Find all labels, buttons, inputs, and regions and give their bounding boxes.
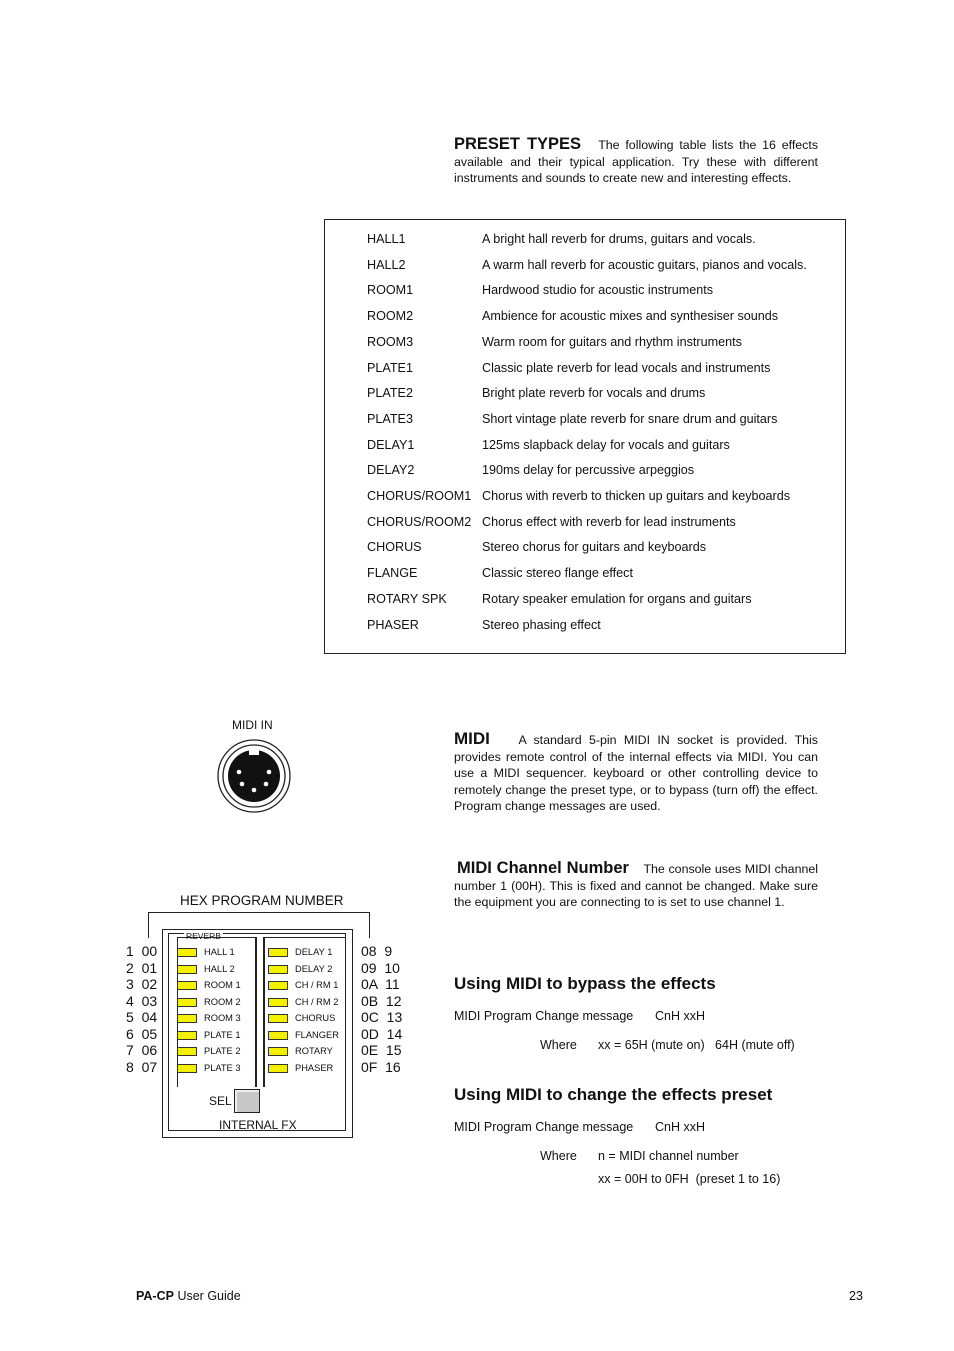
led-label: FLANGER — [295, 1029, 339, 1040]
program-number: 0D 14 — [361, 1025, 403, 1042]
preset-description: A warm hall reverb for acoustic guitars, pianos and vocals. — [482, 257, 807, 272]
preset-description: Rotary speaker emulation for organs and guitars — [482, 591, 752, 606]
led-indicator — [268, 998, 288, 1007]
preset-description: Chorus effect with reverb for lead instruments — [482, 514, 736, 529]
preset-name: PLATE3 — [367, 411, 413, 426]
midi-channel-section — [454, 860, 818, 911]
preset-description: Stereo phasing effect — [482, 617, 601, 632]
led-indicator — [177, 1014, 197, 1023]
program-number: 0F 16 — [361, 1058, 401, 1075]
led-label: ROOM 2 — [204, 996, 241, 1007]
page-footer-left — [136, 1289, 241, 1303]
program-number: 3 02 — [126, 976, 158, 992]
preset-name: ROOM2 — [367, 309, 414, 324]
reverb-label: REVERB — [186, 931, 221, 941]
change-heading: Using MIDI to change the effects preset — [454, 1085, 773, 1104]
preset-name: ROOM1 — [367, 283, 414, 298]
led-indicator — [268, 981, 288, 990]
preset-name: PLATE1 — [367, 360, 413, 375]
preset-name: ROOM3 — [367, 334, 414, 349]
led-indicator — [177, 1064, 197, 1073]
led-indicator — [268, 1014, 288, 1023]
program-number: 09 10 — [361, 959, 400, 976]
program-number: 7 06 — [126, 1042, 158, 1058]
preset-description: Classic plate reverb for lead vocals and instruments — [482, 360, 771, 375]
led-indicator — [177, 998, 197, 1007]
program-number: 2 01 — [126, 959, 158, 976]
hex-program-number-title: HEX PROGRAM NUMBER — [180, 893, 344, 908]
preset-description: Bright plate reverb for vocals and drums — [482, 386, 706, 401]
bypass-msg-value: CnH xxH — [655, 1009, 706, 1023]
midi-channel-heading: MIDI Channel Number — [457, 859, 629, 877]
program-number: 0A 11 — [361, 976, 400, 992]
page-number: 23 — [849, 1289, 863, 1303]
program-number: 5 04 — [126, 1009, 158, 1025]
preset-description: A bright hall reverb for drums, guitars and vocals. — [482, 232, 756, 246]
preset-description: Chorus with reverb to thicken up guitars and keyboards — [482, 489, 791, 503]
led-label: DELAY 2 — [295, 963, 333, 974]
led-indicator — [177, 1047, 197, 1056]
preset-description: Warm room for guitars and rhythm instruments — [482, 334, 742, 349]
led-indicator — [268, 1031, 288, 1040]
preset-name: DELAY1 — [367, 437, 415, 452]
change-msg-value: CnH xxH — [655, 1120, 706, 1134]
led-indicator — [268, 965, 288, 974]
led-indicator — [177, 1031, 197, 1040]
led-label: DELAY 1 — [295, 947, 333, 957]
midi-in-label: MIDI IN — [232, 718, 273, 732]
led-indicator — [177, 965, 197, 974]
led-indicator — [177, 981, 197, 990]
program-number: 6 05 — [126, 1025, 158, 1042]
preset-name: CHORUS/ROOM2 — [367, 514, 472, 529]
bypass-msg-label: MIDI Program Change message — [454, 1009, 634, 1023]
midi-channel-text: The console uses MIDI channel number 1 (00H). This is fixed and cannot be changed. Make sure the equipment you are connecting to is set to use channel 1. — [454, 862, 818, 909]
preset-description: Stereo chorus for guitars and keyboards — [482, 540, 707, 555]
program-number: 0B 12 — [361, 992, 402, 1009]
internal-fx-panel — [162, 929, 353, 1138]
midi-section — [454, 731, 818, 815]
preset-description: Classic stereo flange effect — [482, 566, 633, 581]
internal-fx-label: INTERNAL FX — [219, 1118, 297, 1132]
preset-description: Ambience for acoustic mixes and synthesiser sounds — [482, 309, 779, 324]
preset-name: HALL2 — [367, 257, 406, 272]
preset-description: Hardwood studio for acoustic instruments — [482, 283, 713, 298]
led-label: PLATE 2 — [204, 1046, 241, 1056]
preset-name: CHORUS/ROOM1 — [367, 489, 472, 503]
change-line2: xx = 00H to 0FH (preset 1 to 16) — [598, 1172, 781, 1186]
footer-brand: PA-CP — [136, 1289, 174, 1303]
preset-description: 190ms delay for percussive arpeggios — [482, 463, 695, 478]
footer-guide: User Guide — [177, 1289, 241, 1303]
program-number: 08 9 — [361, 943, 393, 959]
program-number: 0C 13 — [361, 1009, 403, 1025]
midi-text: A standard 5-pin MIDI IN socket is provided. This provides remote control of the internal effects via MIDI. You can use a MIDI sequencer. keyboard or other controlling device to remotely change the preset type, or to bypass (turn off) the effect. Program change messages are used. — [454, 733, 818, 813]
bypass-line1: xx = 65H (mute on) 64H (mute off) — [598, 1038, 795, 1052]
program-number: 4 03 — [126, 992, 158, 1009]
led-label: HALL 1 — [204, 947, 235, 957]
sel-label: SEL — [209, 1094, 232, 1108]
preset-name: CHORUS — [367, 540, 422, 555]
program-number: 0E 15 — [361, 1042, 402, 1058]
sel-button[interactable] — [234, 1089, 260, 1113]
preset-name: HALL1 — [367, 232, 406, 246]
led-label: ROOM 3 — [204, 1013, 241, 1023]
preset-name: PHASER — [367, 617, 419, 632]
bypass-heading: Using MIDI to bypass the effects — [454, 974, 716, 993]
preset-name: DELAY2 — [367, 463, 415, 478]
led-label: ROTARY — [295, 1046, 333, 1056]
preset-description: Short vintage plate reverb for snare drum and guitars — [482, 411, 778, 426]
led-label: PLATE 1 — [204, 1029, 241, 1040]
change-msg-label: MIDI Program Change message — [454, 1120, 634, 1134]
change-where: Where — [540, 1149, 577, 1163]
program-number: 1 00 — [126, 943, 158, 959]
preset-name: PLATE2 — [367, 386, 413, 401]
preset-types-intro — [454, 136, 818, 187]
led-label: HALL 2 — [204, 963, 235, 974]
change-line1: n = MIDI channel number — [598, 1149, 739, 1163]
led-indicator — [268, 948, 288, 957]
led-label: CHORUS — [295, 1013, 336, 1023]
led-indicator — [268, 1064, 288, 1073]
led-label: CH / RM 1 — [295, 980, 339, 990]
led-label: CH / RM 2 — [295, 996, 339, 1007]
led-label: ROOM 1 — [204, 980, 241, 990]
preset-types-heading: PRESET TYPES — [454, 135, 582, 153]
midi-din-socket-icon — [216, 738, 292, 819]
preset-name: FLANGE — [367, 566, 418, 581]
preset-types-intro-text: The following table lists the 16 effects available and their typical application. Try these with different instruments and sounds to create new and interesting effects. — [454, 138, 819, 185]
led-label: PHASER — [295, 1062, 334, 1073]
preset-description: 125ms slapback delay for vocals and guitars — [482, 437, 730, 452]
led-indicator — [268, 1047, 288, 1056]
led-label: PLATE 3 — [204, 1062, 241, 1073]
program-number: 8 07 — [126, 1058, 158, 1075]
preset-name: ROTARY SPK — [367, 591, 447, 606]
preset-table — [324, 219, 846, 654]
bypass-where: Where — [540, 1038, 577, 1052]
led-indicator — [177, 948, 197, 957]
midi-heading: MIDI — [454, 729, 490, 748]
